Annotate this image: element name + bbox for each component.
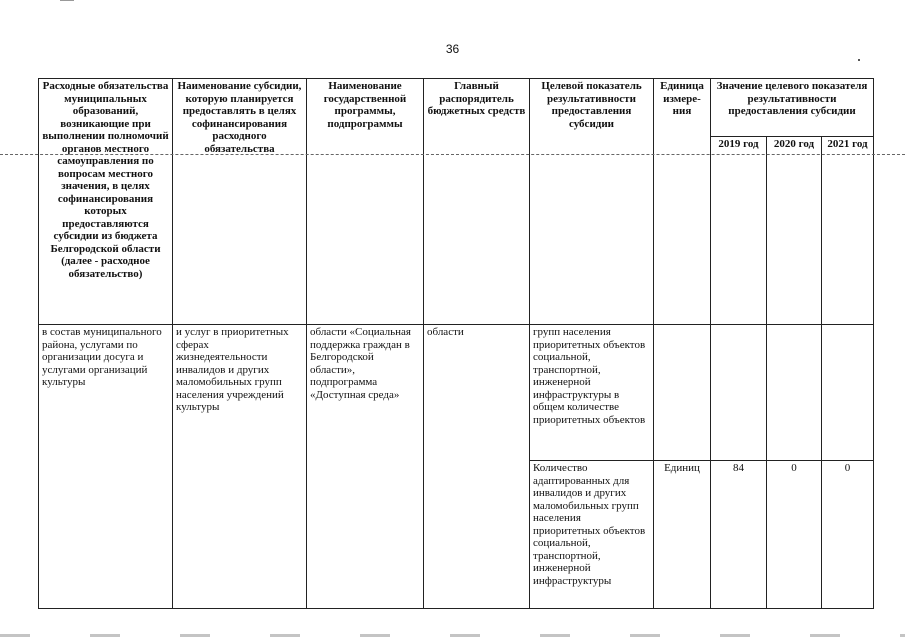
header-year-2019: 2019 год xyxy=(711,137,767,325)
cell-unit-share xyxy=(654,325,711,461)
cell-indicator-count: Количество адаптированных для инвалидов и других маломобильных групп населения приоритетных объектов социальной, транспортной, инженерной инфраструктуры xyxy=(530,461,654,609)
page-number: 36 xyxy=(445,42,460,56)
cell-program: области «Социальная поддержка граждан в Белгородской области», подпрограмма «Доступная среда» xyxy=(307,325,424,609)
scan-artifact xyxy=(60,0,74,1)
subsidy-table xyxy=(38,78,874,609)
cell-subsidy-name: и услуг в приоритетных сферах жизнедеятельности инвалидов и других маломобильных групп населения учреждений культуры xyxy=(173,325,307,609)
header-budget-manager: Главный распорядитель бюджетных средств xyxy=(424,79,530,325)
header-program: Наименование государственной программы, подпрограммы xyxy=(307,79,424,325)
header-obligations: Расходные обязательства муниципальных образований, возникающие при выполнении полномочий органов местного самоуправления по вопросам местного значения, в целях софинансирования которых предоставляются субсидии из бюджета Белгородской области (далее - расходное обязательство) xyxy=(39,79,173,325)
cell-count-2021: 0 xyxy=(822,461,874,609)
header-target-value: Значение целевого показателя результативности предоставления субсидии xyxy=(711,79,874,137)
cell-count-2020: 0 xyxy=(767,461,822,609)
scan-artifact xyxy=(0,634,905,637)
cell-indicator-share: групп населения приоритетных объектов социальной, транспортной, инженерной инфраструктуры в общем количестве приоритетных объектов xyxy=(530,325,654,461)
cell-obligation: в состав муниципального района, услугами по организации досуга и услугами организаций культуры xyxy=(39,325,173,609)
scan-fold-line xyxy=(0,154,905,155)
cell-share-2019 xyxy=(711,325,767,461)
cell-budget-manager: области xyxy=(424,325,530,609)
header-subsidy-name: Наименование субсидии, которую планируется предоставлять в целях софинансирования расходного обязательства xyxy=(173,79,307,325)
scan-artifact xyxy=(858,59,860,61)
cell-share-2021 xyxy=(822,325,874,461)
header-year-2021: 2021 год xyxy=(822,137,874,325)
header-target-indicator: Целевой показатель результативности предоставления субсидии xyxy=(530,79,654,325)
cell-share-2020 xyxy=(767,325,822,461)
header-year-2020: 2020 год xyxy=(767,137,822,325)
cell-unit-count: Единиц xyxy=(654,461,711,609)
header-unit: Единица измере-ния xyxy=(654,79,711,325)
cell-count-2019: 84 xyxy=(711,461,767,609)
